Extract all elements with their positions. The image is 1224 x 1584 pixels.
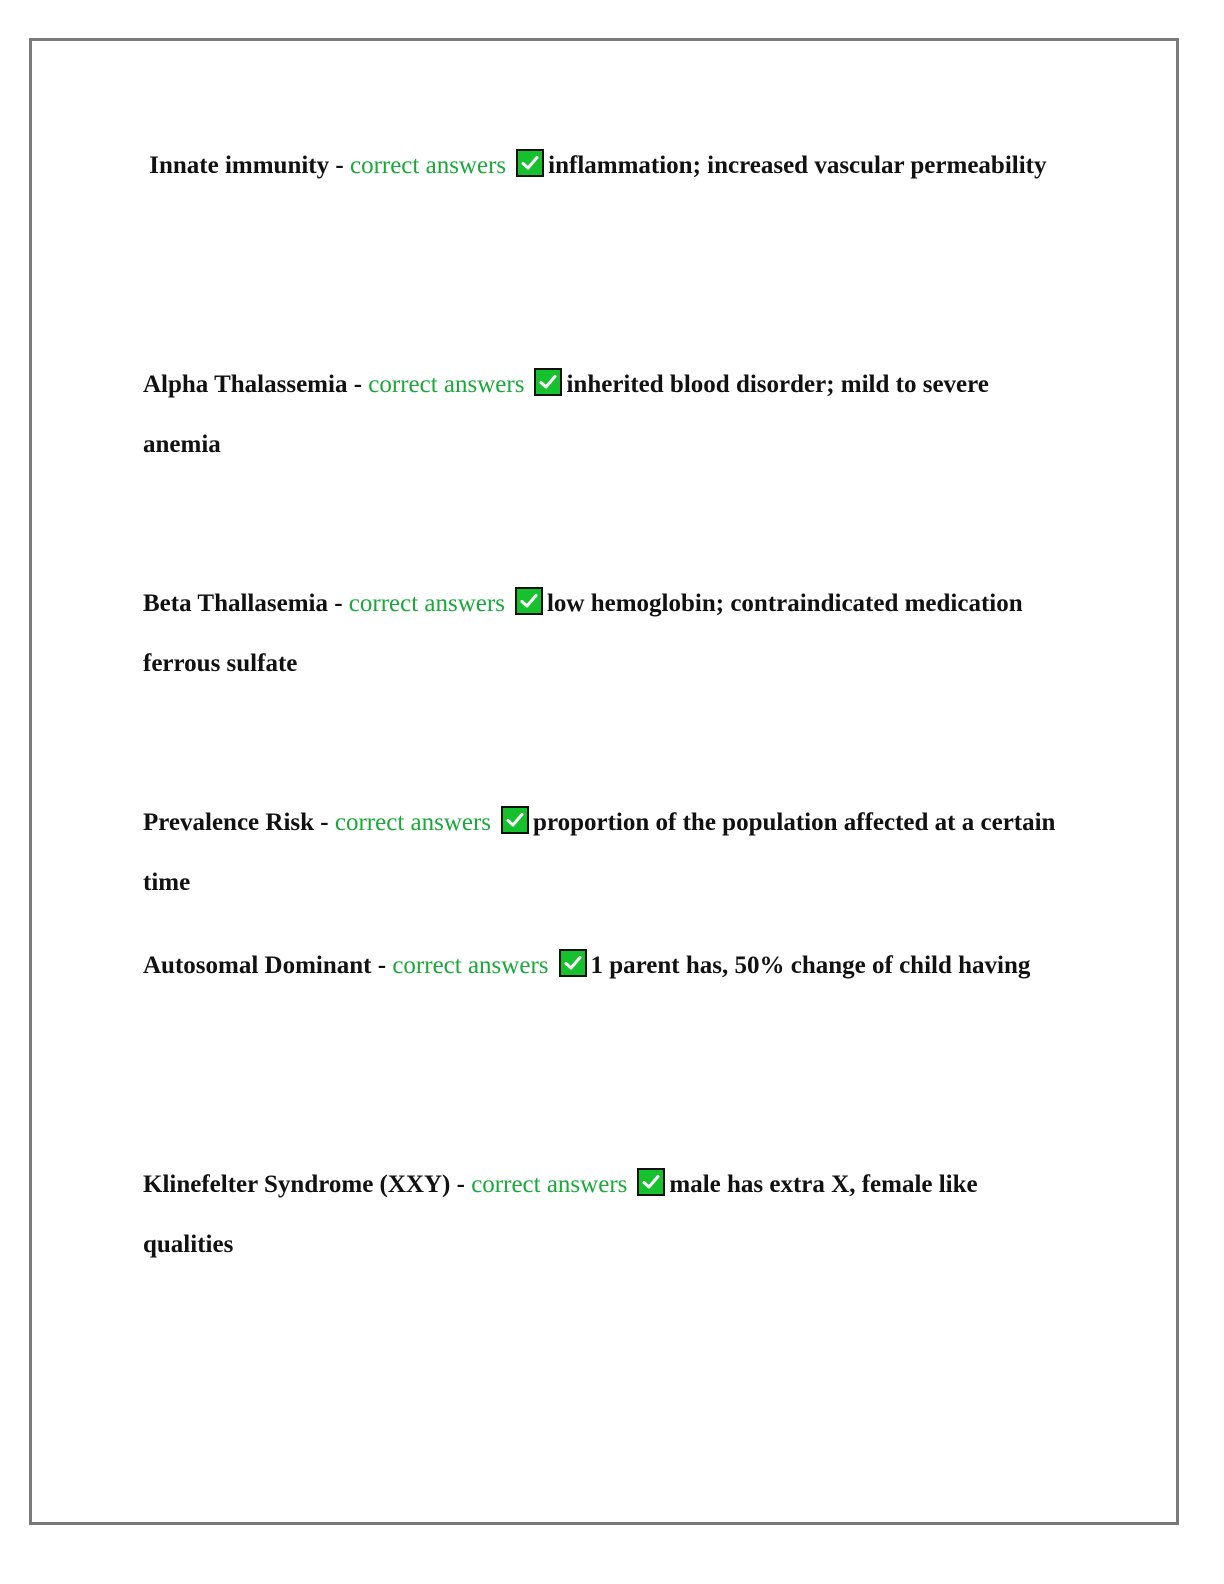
answer-text: proportion of the population affected at a certain time <box>143 809 1056 896</box>
check-mark-icon <box>501 806 529 834</box>
separator: - <box>314 809 335 836</box>
check-mark-icon <box>559 949 587 977</box>
qa-entry-klinefelter-syndrome <box>143 1155 1063 1275</box>
answer-text: inflammation; increased vascular permeability <box>548 152 1047 179</box>
correct-answers-label: correct answers <box>348 590 505 617</box>
qa-entry-beta-thallasemia <box>143 574 1063 694</box>
check-mark-icon <box>516 149 544 177</box>
answer-text: low hemoglobin; contraindicated medication ferrous sulfate <box>143 590 1023 677</box>
separator: - <box>371 952 393 979</box>
answer-text: inherited blood disorder; mild to severe anemia <box>143 371 989 458</box>
answer-text: 1 parent has, 50% change of child having <box>590 952 1031 979</box>
check-mark-icon <box>515 587 543 615</box>
separator: - <box>347 371 369 398</box>
term: Klinefelter Syndrome (XXY) <box>143 1171 451 1198</box>
correct-answers-label: correct answers <box>349 152 507 179</box>
separator: - <box>327 590 349 617</box>
answer-text: male has extra X, female like qualities <box>143 1171 978 1258</box>
page-border <box>29 38 1179 1525</box>
term: Innate immunity <box>143 152 330 179</box>
qa-entry-autosomal-dominant <box>143 936 1063 996</box>
check-mark-icon <box>534 368 562 396</box>
correct-answers-label: correct answers <box>334 809 492 836</box>
term: Beta Thallasemia <box>143 590 328 617</box>
qa-entry-prevalence-risk <box>143 793 1063 913</box>
qa-entry-innate-immunity <box>143 136 1063 196</box>
term: Autosomal Dominant <box>143 952 372 979</box>
separator: - <box>450 1171 472 1198</box>
term: Prevalence Risk <box>143 809 315 836</box>
separator: - <box>329 152 350 179</box>
correct-answers-label: correct answers <box>368 371 525 398</box>
check-mark-icon <box>637 1168 665 1196</box>
correct-answers-label: correct answers <box>471 1171 628 1198</box>
correct-answers-label: correct answers <box>392 952 549 979</box>
qa-entry-alpha-thalassemia <box>143 355 1063 475</box>
term: Alpha Thalassemia <box>143 371 348 398</box>
